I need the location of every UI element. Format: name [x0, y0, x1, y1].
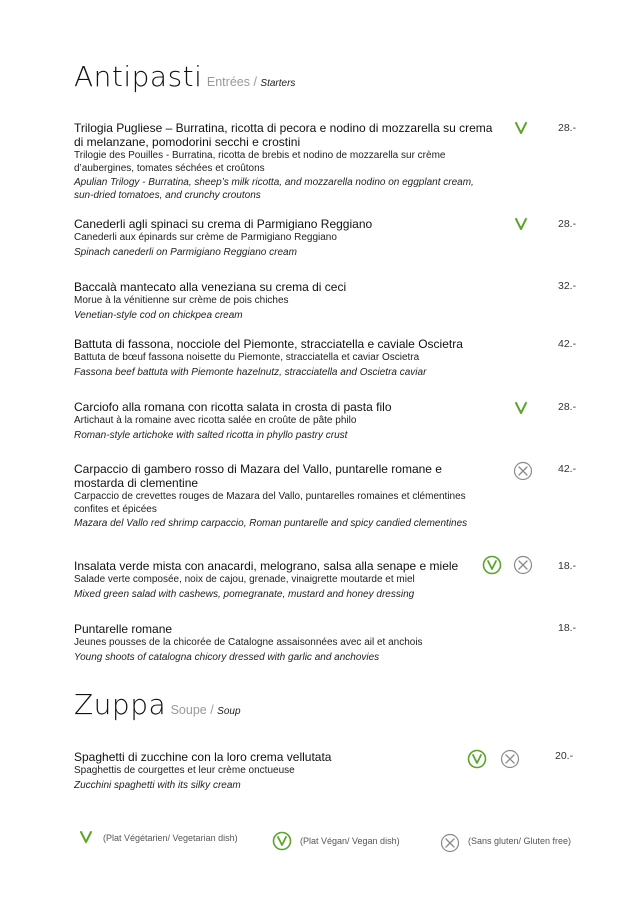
dish-price: 42.- [558, 463, 577, 475]
dish-name-italian: Carciofo alla romana con ricotta salata in crosta di pasta filo [74, 400, 392, 414]
section-title: Antipasti [74, 60, 203, 93]
legend-label-gluten-free: (Sans gluten/ Gluten free) [468, 836, 572, 846]
menu-item [74, 280, 494, 322]
section-title: Zuppa [74, 688, 167, 721]
legend-label-vegan: (Plat Végan/ Vegan dish) [300, 836, 400, 846]
dish-description-french: Canederli aux épinards sur crème de Parmigiano Reggiano [74, 232, 337, 243]
menu-item [74, 121, 494, 202]
vegan-icon [482, 555, 502, 575]
dish-name-italian: Battuta di fassona, nocciole del Piemonte, stracciatella e caviale Oscietra [74, 337, 463, 351]
vegetarian-icon [514, 121, 528, 135]
dish-description-english: Mixed green salad with cashews, pomegranate, mustard and honey dressing [74, 588, 415, 600]
section-subtitle: Entrées / Starters [206, 75, 296, 89]
vegetarian-icon [79, 830, 93, 844]
dish-description-english: Fassona beef battuta with Piemonte hazelnutz, stracciatella and Oscietra caviar [74, 366, 427, 378]
dish-price: 32.- [558, 280, 577, 292]
dish-name-italian: Spaghetti di zucchine con la loro crema vellutata [74, 750, 332, 764]
menu-item [74, 217, 494, 259]
dish-description-english: Mazara del Vallo red shrimp carpaccio, Roman puntarelle and spicy candied clementines [74, 518, 468, 529]
dish-price: 18.- [558, 560, 577, 572]
menu-item [74, 400, 494, 442]
dish-description-french: Salade verte composée, noix de cajou, grenade, vinaigrette moutarde et miel [74, 574, 415, 585]
gluten-free-icon [440, 833, 460, 853]
dish-name-italian: Trilogia Pugliese – Burratina, ricotta di pecora e nodino di mozzarella su crema di melanzane, pomodorini secchi e crostini [74, 121, 493, 149]
menu-item [74, 622, 494, 664]
section-subtitle: Soupe / Soup [170, 703, 241, 717]
legend-label-vegetarian: (Plat Végétarien/ Vegetarian dish) [103, 833, 238, 843]
dish-description-english: Spinach canederli on Parmigiano Reggiano cream [74, 246, 297, 258]
dish-price: 28.- [558, 218, 577, 230]
vegan-icon [272, 831, 292, 851]
dish-name-italian: Canederli agli spinaci su crema di Parmigiano Reggiano [74, 217, 373, 231]
dish-description-french: Morue à la vénitienne sur crème de pois chiches [74, 295, 289, 306]
menu-item [74, 462, 494, 531]
dish-name-italian: Insalata verde mista con anacardi, melograno, salsa alla senape e miele [74, 559, 459, 573]
dish-description-english: Apulian Trilogy - Burratina, sheep’s milk ricotta, and mozzarella nodino on eggplant cream, sun-dried tomatoes, and crunchy croutons [74, 177, 474, 201]
dish-description-english: Venetian-style cod on chickpea cream [74, 309, 243, 321]
section-header-zuppa [74, 688, 241, 721]
dish-description-english: Zucchini spaghetti with its silky cream [74, 779, 241, 791]
vegetarian-icon [514, 217, 528, 231]
dish-description-french: Battuta de bœuf fassona noisette du Piemonte, stracciatella et caviar Oscietra [74, 352, 420, 363]
dish-price: 18.- [558, 622, 577, 634]
dish-name-italian: Carpaccio di gambero rosso di Mazara del Vallo, puntarelle romane e mostarda di clementine [74, 462, 442, 490]
dish-name-italian: Baccalà mantecato alla veneziana su crema di ceci [74, 280, 347, 294]
dish-price: 20.- [555, 750, 574, 762]
menu-item [74, 559, 474, 601]
dish-price: 28.- [558, 401, 577, 413]
dish-name-italian: Puntarelle romane [74, 622, 173, 636]
dish-description-french: Jeunes pousses de la chicorée de Catalogne assaisonnées avec ail et anchois [74, 637, 423, 648]
vegan-icon [467, 749, 487, 769]
gluten-free-icon [500, 749, 520, 769]
dish-description-french: Artichaut à la romaine avec ricotta salée en croûte de pâte philo [74, 415, 357, 426]
menu-item [74, 337, 514, 379]
menu-item [74, 750, 454, 792]
dish-description-english: Young shoots of catalogna chicory dressed with garlic and anchovies [74, 651, 380, 663]
gluten-free-icon [513, 461, 533, 481]
dish-description-french: Trilogie des Pouilles - Burratina, ricotta de brebis et nodino de mozzarella sur crème d’aubergines, tomates séchées et croûtons [74, 150, 446, 174]
vegetarian-icon [514, 401, 528, 415]
dish-price: 28.- [558, 122, 577, 134]
dish-description-french: Spaghettis de courgettes et leur crème onctueuse [74, 765, 295, 776]
gluten-free-icon [513, 555, 533, 575]
dish-description-english: Roman-style artichoke with salted ricotta in phyllo pastry crust [74, 429, 348, 441]
section-header-antipasti [74, 60, 295, 93]
dish-description-french: Carpaccio de crevettes rouges de Mazara del Vallo, puntarelles romaines et clémentines confites et épicées [74, 491, 466, 515]
dish-price: 42.- [558, 338, 577, 350]
